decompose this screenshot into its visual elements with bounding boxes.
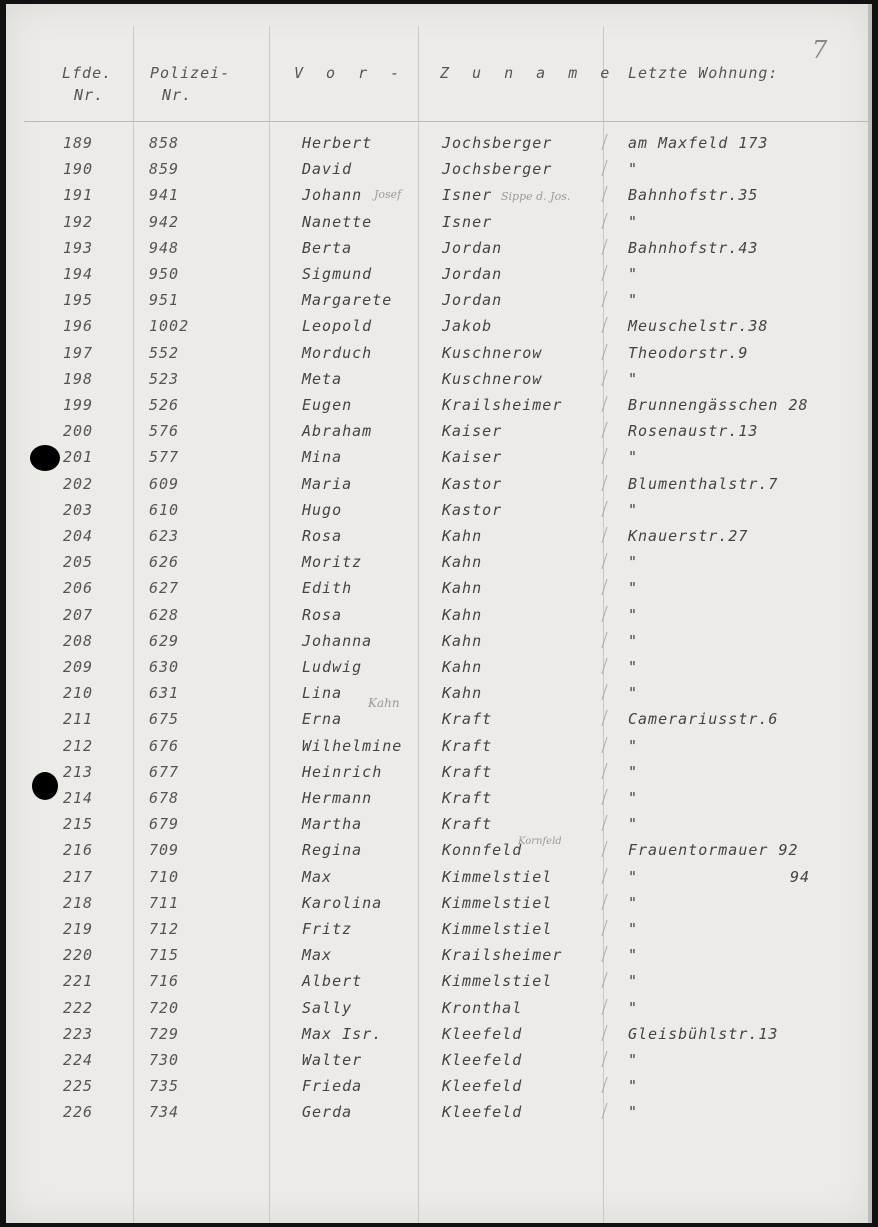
entry-number: 209 [63, 658, 94, 676]
table-row [6, 130, 872, 156]
entry-number: 194 [63, 265, 94, 283]
header-rule [24, 121, 872, 122]
first-name: Gerda [302, 1103, 353, 1122]
police-number: 735 [149, 1077, 180, 1096]
punch-hole [32, 772, 58, 800]
first-name: Mina [302, 448, 343, 467]
surname: Kahn [442, 527, 483, 545]
police-number: 948 [149, 238, 180, 257]
table-row [6, 549, 872, 575]
surname: Kronthal [442, 998, 523, 1017]
table-row [6, 864, 872, 890]
entry-number: 207 [63, 605, 94, 624]
surname: Kleefeld [442, 1103, 523, 1122]
police-number: 523 [149, 369, 180, 388]
entry-number: 217 [63, 867, 94, 886]
first-name: Ludwig [302, 658, 363, 676]
last-address: " [628, 369, 639, 388]
last-address: " [628, 160, 639, 179]
first-name: Martha [302, 815, 363, 834]
police-number: 630 [149, 658, 180, 676]
police-number: 1002 [149, 317, 190, 336]
check-mark [593, 737, 607, 753]
last-address: Theodorstr.9 [628, 343, 749, 362]
check-mark [593, 1077, 607, 1093]
police-number: 675 [149, 710, 180, 729]
table-row [6, 995, 872, 1021]
table-row [6, 156, 872, 182]
table-row [6, 182, 872, 208]
surname: Kastor [442, 500, 503, 519]
check-mark [593, 1103, 607, 1119]
table-row [6, 680, 872, 706]
last-address: " [628, 448, 639, 467]
entry-number: 222 [63, 998, 94, 1017]
last-address: Brunnengässchen 28 [628, 396, 809, 414]
entry-number: 215 [63, 815, 94, 834]
surname: Jochsberger [442, 134, 553, 152]
police-number: 950 [149, 265, 180, 283]
entry-number: 202 [63, 474, 94, 493]
surname: Kraft [442, 815, 493, 834]
police-number: 951 [149, 291, 180, 310]
last-address: " [628, 789, 639, 807]
first-name: Wilhelmine [302, 736, 403, 755]
first-name: Margarete [302, 291, 393, 310]
first-name: Karolina [302, 893, 383, 912]
surname: Kahn [442, 684, 483, 703]
police-number: 677 [149, 762, 180, 781]
entry-number: 218 [63, 893, 94, 912]
entry-number: 189 [63, 134, 94, 152]
last-address: " [628, 736, 639, 755]
surname: Kleefeld [442, 1077, 523, 1096]
table-row [6, 1047, 872, 1073]
surname: Kleefeld [442, 1024, 523, 1043]
last-address: " [628, 1051, 639, 1069]
check-mark [593, 265, 607, 281]
first-name: Leopold [302, 317, 373, 336]
check-mark [593, 894, 607, 910]
check-mark [593, 763, 607, 779]
entry-number: 199 [63, 396, 94, 414]
check-mark [593, 999, 607, 1015]
table-row [6, 366, 872, 392]
surname: Kimmelstiel [442, 972, 553, 991]
police-number: 678 [149, 789, 180, 807]
check-mark [593, 1051, 607, 1067]
handwritten-note: Josef [374, 188, 402, 201]
police-number: 628 [149, 605, 180, 624]
first-name: Max [302, 946, 333, 965]
table-row [6, 497, 872, 523]
police-number: 709 [149, 841, 180, 860]
last-address: " [628, 1077, 639, 1096]
first-name: Sigmund [302, 265, 373, 283]
police-number: 609 [149, 474, 180, 493]
surname: Kraft [442, 736, 493, 755]
table-row [6, 890, 872, 916]
first-name: Max [302, 867, 333, 886]
entry-number: 221 [63, 972, 94, 991]
last-address: Bahnhofstr.35 [628, 186, 759, 205]
last-address: Camerariusstr.6 [628, 710, 779, 729]
police-number: 623 [149, 527, 180, 545]
table-row [6, 209, 872, 235]
last-address: Bahnhofstr.43 [628, 238, 759, 257]
first-name: Eugen [302, 396, 353, 414]
last-address: " [628, 1103, 639, 1122]
entry-number: 213 [63, 762, 94, 781]
entry-number: 224 [63, 1051, 94, 1069]
police-number: 942 [149, 212, 180, 231]
table-row [6, 235, 872, 261]
table-row [6, 916, 872, 942]
table-row [6, 523, 872, 549]
surname: Isner [442, 186, 493, 205]
police-number: 941 [149, 186, 180, 205]
table-row [6, 1021, 872, 1047]
last-address: Meuschelstr.38 [628, 317, 769, 336]
surname: Kastor [442, 474, 503, 493]
header-wohnung: Letzte Wohnung: [628, 64, 779, 82]
entry-number: 190 [63, 160, 94, 179]
police-number: 629 [149, 631, 180, 650]
check-mark [593, 946, 607, 962]
last-address: " [628, 658, 639, 676]
surname: Kraft [442, 789, 493, 807]
check-mark [593, 527, 607, 543]
surname: Kraft [442, 762, 493, 781]
header-vorname: V o r - [294, 64, 407, 82]
entry-number: 197 [63, 343, 94, 362]
check-mark [593, 789, 607, 805]
table-row [6, 575, 872, 601]
first-name: Sally [302, 998, 353, 1017]
police-number: 730 [149, 1051, 180, 1069]
entry-number: 196 [63, 317, 94, 336]
first-name: Herbert [302, 134, 373, 152]
table-row [6, 837, 872, 863]
table-row [6, 968, 872, 994]
first-name: Regina [302, 841, 363, 860]
table-row [6, 628, 872, 654]
first-name: Frieda [302, 1077, 363, 1096]
entry-number: 220 [63, 946, 94, 965]
table-row [6, 654, 872, 680]
first-name: Erna [302, 710, 343, 729]
check-mark [593, 317, 607, 333]
surname: Krailsheimer [442, 396, 563, 414]
first-name: Maria [302, 474, 353, 493]
last-address: Gleisbühlstr.13 [628, 1024, 779, 1043]
last-address: " [628, 762, 639, 781]
police-number: 710 [149, 867, 180, 886]
police-number: 729 [149, 1024, 180, 1043]
check-mark [593, 213, 607, 229]
surname: Jordan [442, 291, 503, 310]
entry-number: 211 [63, 710, 94, 729]
surname: Kuschnerow [442, 369, 543, 388]
surname: Krailsheimer [442, 946, 563, 965]
punch-hole [30, 445, 60, 471]
handwritten-note: Kahn [368, 696, 400, 710]
first-name: Moritz [302, 553, 363, 572]
last-address: " [628, 867, 639, 886]
check-mark [593, 658, 607, 674]
surname: Kraft [442, 710, 493, 729]
first-name: Nanette [302, 212, 373, 231]
first-name: Berta [302, 238, 353, 257]
check-mark [593, 344, 607, 360]
entry-number: 195 [63, 291, 94, 310]
first-name: Albert [302, 972, 363, 991]
last-address: Knauerstr.27 [628, 527, 749, 545]
entry-number: 219 [63, 920, 94, 938]
police-number: 734 [149, 1103, 180, 1122]
last-address: " [628, 212, 639, 231]
first-name: Max Isr. [302, 1024, 383, 1043]
police-number: 858 [149, 134, 180, 152]
first-name: Hugo [302, 500, 343, 519]
entry-number: 205 [63, 553, 94, 572]
surname: Konnfeld [442, 841, 523, 860]
table-row [6, 444, 872, 470]
last-address: " [628, 920, 639, 938]
table-row [6, 1099, 872, 1125]
surname: Kaiser [442, 448, 503, 467]
first-name: Abraham [302, 422, 373, 441]
surname: Jochsberger [442, 160, 553, 179]
table-row [6, 1073, 872, 1099]
police-number: 720 [149, 998, 180, 1017]
first-name: David [302, 160, 353, 179]
last-address: am Maxfeld 173 [628, 134, 769, 152]
table-row [6, 418, 872, 444]
surname: Jordan [442, 238, 503, 257]
surname: Kahn [442, 605, 483, 624]
surname: Kuschnerow [442, 343, 543, 362]
document-page [6, 4, 872, 1223]
address-extra: 94 [790, 867, 811, 886]
police-number: 712 [149, 920, 180, 938]
police-number: 576 [149, 422, 180, 441]
check-mark [593, 239, 607, 255]
table-row [6, 287, 872, 313]
entry-number: 200 [63, 422, 94, 441]
first-name: Morduch [302, 343, 373, 362]
entry-number: 225 [63, 1077, 94, 1096]
header-polizei-nr: Polizei- Nr. [150, 64, 231, 104]
police-number: 610 [149, 500, 180, 519]
surname: Isner [442, 212, 493, 231]
surname: Kahn [442, 658, 483, 676]
table-row [6, 340, 872, 366]
check-mark [593, 501, 607, 517]
last-address: " [628, 893, 639, 912]
table-row [6, 785, 872, 811]
first-name: Heinrich [302, 762, 383, 781]
entry-number: 201 [63, 448, 94, 467]
table-row [6, 261, 872, 287]
header-zuname: Z u n a m e [440, 64, 617, 82]
header-lfde-nr: Lfde. Nr. [62, 64, 113, 104]
surname: Kahn [442, 553, 483, 572]
check-mark [593, 160, 607, 176]
surname: Kahn [442, 579, 483, 598]
check-mark [593, 186, 607, 202]
surname: Jakob [442, 317, 493, 336]
police-number: 552 [149, 343, 180, 362]
handwritten-note: Kornfeld [518, 836, 562, 847]
check-mark [593, 868, 607, 884]
last-address: Frauentormauer 92 [628, 841, 799, 860]
check-mark [593, 475, 607, 491]
first-name: Walter [302, 1051, 363, 1069]
first-name: Rosa [302, 605, 343, 624]
check-mark [593, 553, 607, 569]
surname: Kimmelstiel [442, 920, 553, 938]
first-name: Rosa [302, 527, 343, 545]
entry-number: 203 [63, 500, 94, 519]
entry-number: 212 [63, 736, 94, 755]
page-number: 7 [812, 36, 828, 64]
first-name: Johanna [302, 631, 373, 650]
police-number: 716 [149, 972, 180, 991]
check-mark [593, 396, 607, 412]
last-address: " [628, 265, 639, 283]
surname: Kahn [442, 631, 483, 650]
first-name: Meta [302, 369, 343, 388]
police-number: 526 [149, 396, 180, 414]
first-name: Johann [302, 186, 363, 205]
check-mark [593, 815, 607, 831]
check-mark [593, 972, 607, 988]
check-mark [593, 841, 607, 857]
check-mark [593, 448, 607, 464]
surname: Kleefeld [442, 1051, 523, 1069]
table-row [6, 706, 872, 732]
entry-number: 204 [63, 527, 94, 545]
check-mark [593, 370, 607, 386]
entry-number: 214 [63, 789, 94, 807]
table-row [6, 733, 872, 759]
entry-number: 198 [63, 369, 94, 388]
table-row [6, 759, 872, 785]
surname: Jordan [442, 265, 503, 283]
check-mark [593, 920, 607, 936]
table-row [6, 811, 872, 837]
check-mark [593, 579, 607, 595]
table-row [6, 942, 872, 968]
last-address: " [628, 998, 639, 1017]
check-mark [593, 1025, 607, 1041]
check-mark [593, 632, 607, 648]
last-address: " [628, 972, 639, 991]
last-address: " [628, 579, 639, 598]
surname: Kimmelstiel [442, 893, 553, 912]
last-address: " [628, 946, 639, 965]
last-address: " [628, 500, 639, 519]
police-number: 679 [149, 815, 180, 834]
check-mark [593, 606, 607, 622]
entry-number: 223 [63, 1024, 94, 1043]
table-row [6, 313, 872, 339]
surname: Kimmelstiel [442, 867, 553, 886]
first-name: Fritz [302, 920, 353, 938]
table-row [6, 602, 872, 628]
police-number: 627 [149, 579, 180, 598]
police-number: 626 [149, 553, 180, 572]
entry-number: 216 [63, 841, 94, 860]
entry-number: 208 [63, 631, 94, 650]
last-address: " [628, 553, 639, 572]
last-address: " [628, 684, 639, 703]
police-number: 631 [149, 684, 180, 703]
first-name: Edith [302, 579, 353, 598]
last-address: " [628, 291, 639, 310]
check-mark [593, 710, 607, 726]
last-address: Rosenaustr.13 [628, 422, 759, 441]
last-address: " [628, 815, 639, 834]
last-address: Blumenthalstr.7 [628, 474, 779, 493]
entry-number: 193 [63, 238, 94, 257]
entry-number: 226 [63, 1103, 94, 1122]
police-number: 711 [149, 893, 180, 912]
surname: Kaiser [442, 422, 503, 441]
check-mark [593, 422, 607, 438]
entry-number: 192 [63, 212, 94, 231]
last-address: " [628, 605, 639, 624]
check-mark [593, 134, 607, 150]
police-number: 715 [149, 946, 180, 965]
police-number: 676 [149, 736, 180, 755]
check-mark [593, 291, 607, 307]
check-mark [593, 684, 607, 700]
handwritten-note: Sippe d. Jos. [501, 190, 571, 203]
last-address: " [628, 631, 639, 650]
first-name: Hermann [302, 789, 373, 807]
entry-number: 210 [63, 684, 94, 703]
table-row [6, 471, 872, 497]
entry-number: 191 [63, 186, 94, 205]
first-name: Lina [302, 684, 343, 703]
police-number: 859 [149, 160, 180, 179]
entry-number: 206 [63, 579, 94, 598]
table-row [6, 392, 872, 418]
police-number: 577 [149, 448, 180, 467]
